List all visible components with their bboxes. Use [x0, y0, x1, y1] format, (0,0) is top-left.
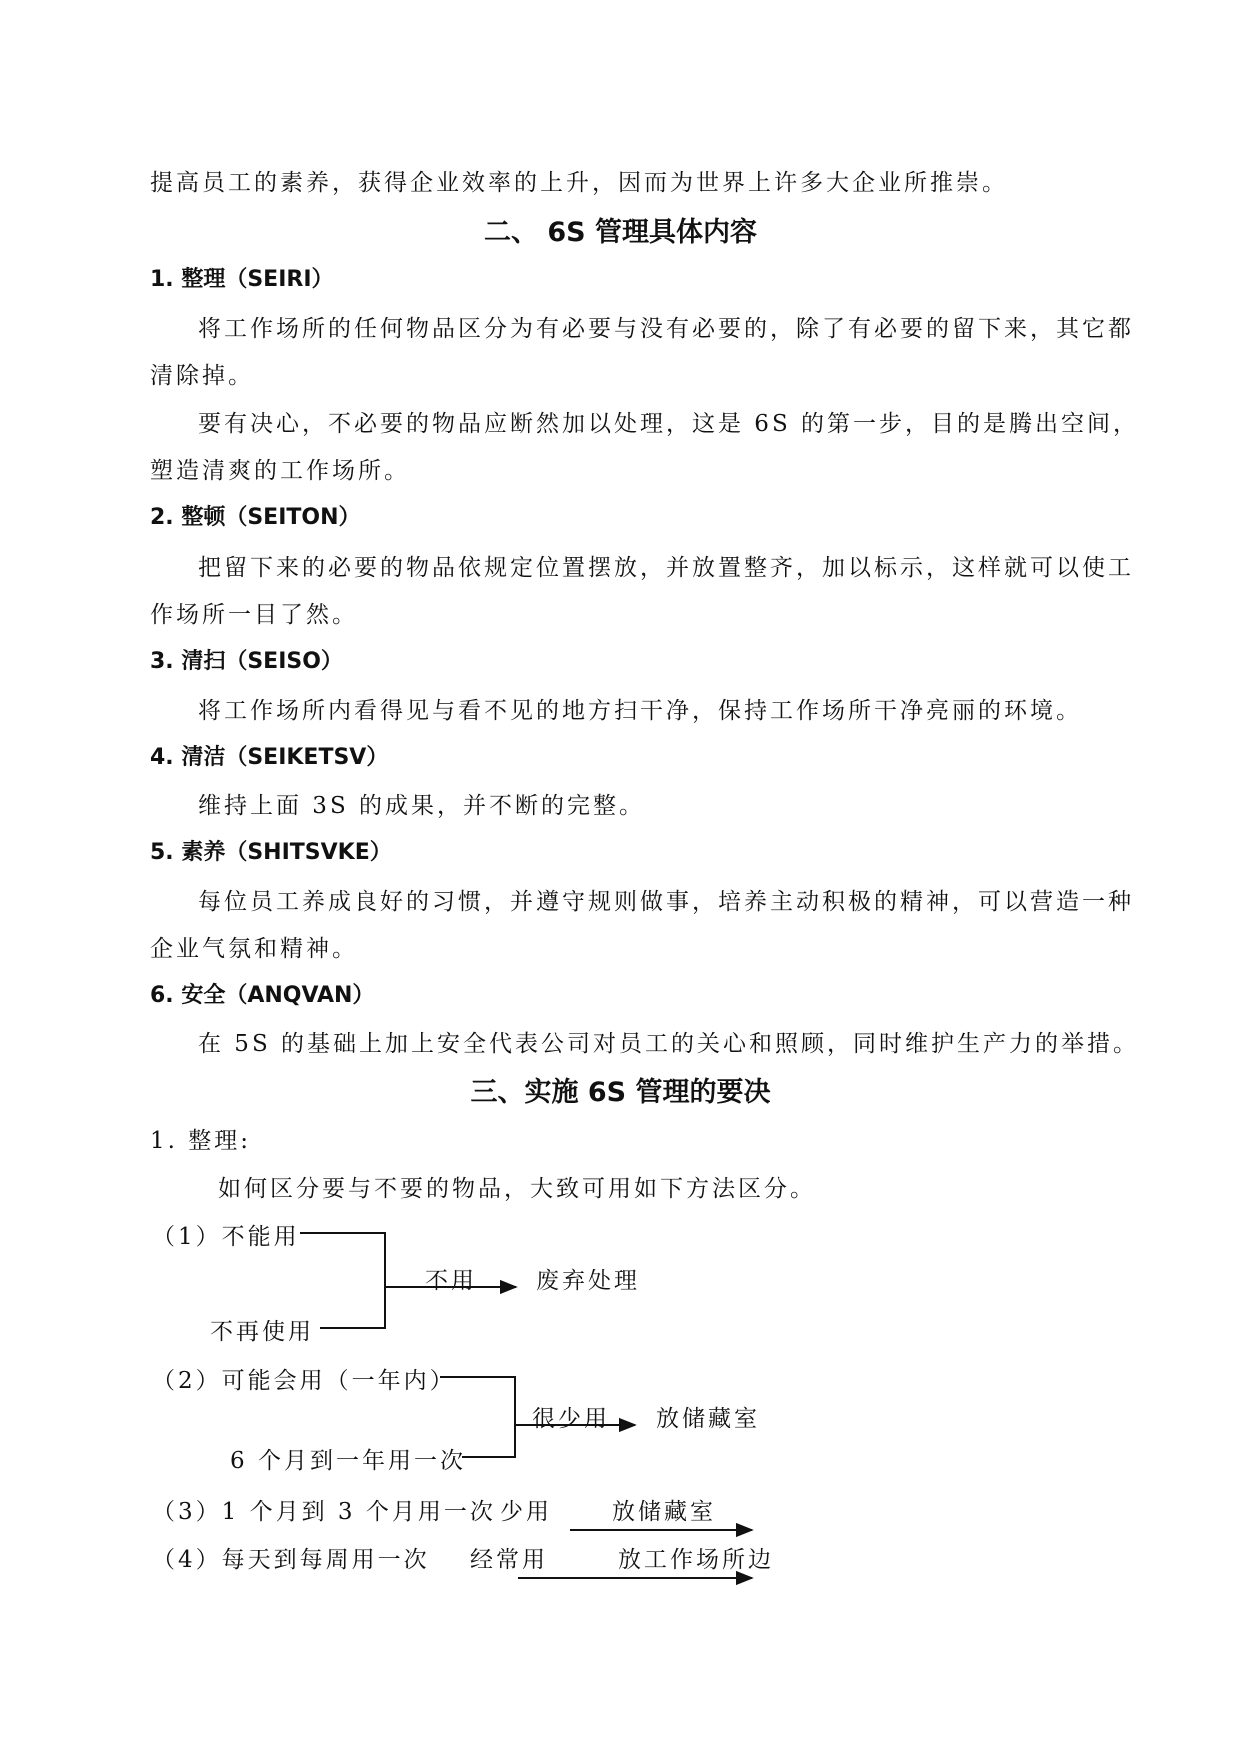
item-1-para-1-line-2: 清除掉。 [150, 363, 254, 389]
group-4-mid: 经常用 [470, 1547, 548, 1573]
item-3-para-line-1: 将工作场所内看得见与看不见的地方扫干净，保持工作场所干净亮丽的环境。 [198, 698, 1082, 724]
group-2-label-a: （2）可能会用（一年内） [152, 1368, 456, 1394]
item-1-heading: 1. 整理（SEIRI） [150, 267, 334, 292]
item-6-heading: 6. 安全（ANQVAN） [150, 983, 375, 1008]
item-5-para-line-2: 企业气氛和精神。 [150, 936, 358, 962]
item-1-para-1-line-1: 将工作场所的任何物品区分为有必要与没有必要的，除了有必要的留下来，其它都 [198, 316, 1134, 342]
group-3-mid: 少用 [500, 1499, 552, 1525]
group-3-label: （3）1 个月到 3 个月用一次 [152, 1499, 496, 1525]
group-2-mid: 很少用 [532, 1406, 610, 1432]
item-2-heading: 2. 整顿（SEITON） [150, 505, 361, 530]
group-1-label-a: （1）不能用 [152, 1224, 300, 1250]
group-4-label: （4）每天到每周用一次 [152, 1547, 430, 1573]
group-2-label-b: 6 个月到一年用一次 [230, 1448, 466, 1474]
item-3-heading: 3. 清扫（SEISO） [150, 649, 343, 674]
item-5-heading: 5. 素养（SHITSVKE） [150, 840, 392, 865]
item-4-heading: 4. 清洁（SEIKETSV） [150, 745, 389, 770]
s3-item-1-text: 如何区分要与不要的物品，大致可用如下方法区分。 [218, 1176, 816, 1202]
item-4-para-line-1: 维持上面 3S 的成果，并不断的完整。 [198, 793, 646, 819]
group-3-result: 放储藏室 [612, 1499, 716, 1525]
s3-item-1-label: 1. 整理: [150, 1128, 252, 1154]
group-4-result: 放工作场所边 [618, 1547, 774, 1573]
item-2-para-line-2: 作场所一目了然。 [150, 602, 358, 628]
group-2-result: 放储藏室 [656, 1406, 760, 1432]
section-2-title: 二、 6S 管理具体内容 [483, 217, 758, 248]
item-1-para-2-line-2: 塑造清爽的工作场所。 [150, 458, 410, 484]
item-1-para-2-line-1: 要有决心，不必要的物品应断然加以处理，这是 6S 的第一步，目的是腾出空间， [198, 411, 1140, 437]
section-3-title: 三、实施 6S 管理的要决 [470, 1077, 771, 1108]
group-1-mid: 不用 [425, 1268, 477, 1294]
item-6-para-line-1: 在 5S 的基础上加上安全代表公司对员工的关心和照顾，同时维护生产力的举措。 [198, 1031, 1140, 1057]
item-2-para-line-1: 把留下来的必要的物品依规定位置摆放，并放置整齐，加以标示，这样就可以使工 [198, 555, 1134, 581]
item-5-para-line-1: 每位员工养成良好的习惯，并遵守规则做事，培养主动积极的精神，可以营造一种 [198, 889, 1134, 915]
group-1-result: 废弃处理 [536, 1268, 640, 1294]
intro-line: 提高员工的素养，获得企业效率的上升，因而为世界上许多大企业所推崇。 [150, 170, 1008, 196]
group-1-label-b: 不再使用 [210, 1319, 314, 1345]
